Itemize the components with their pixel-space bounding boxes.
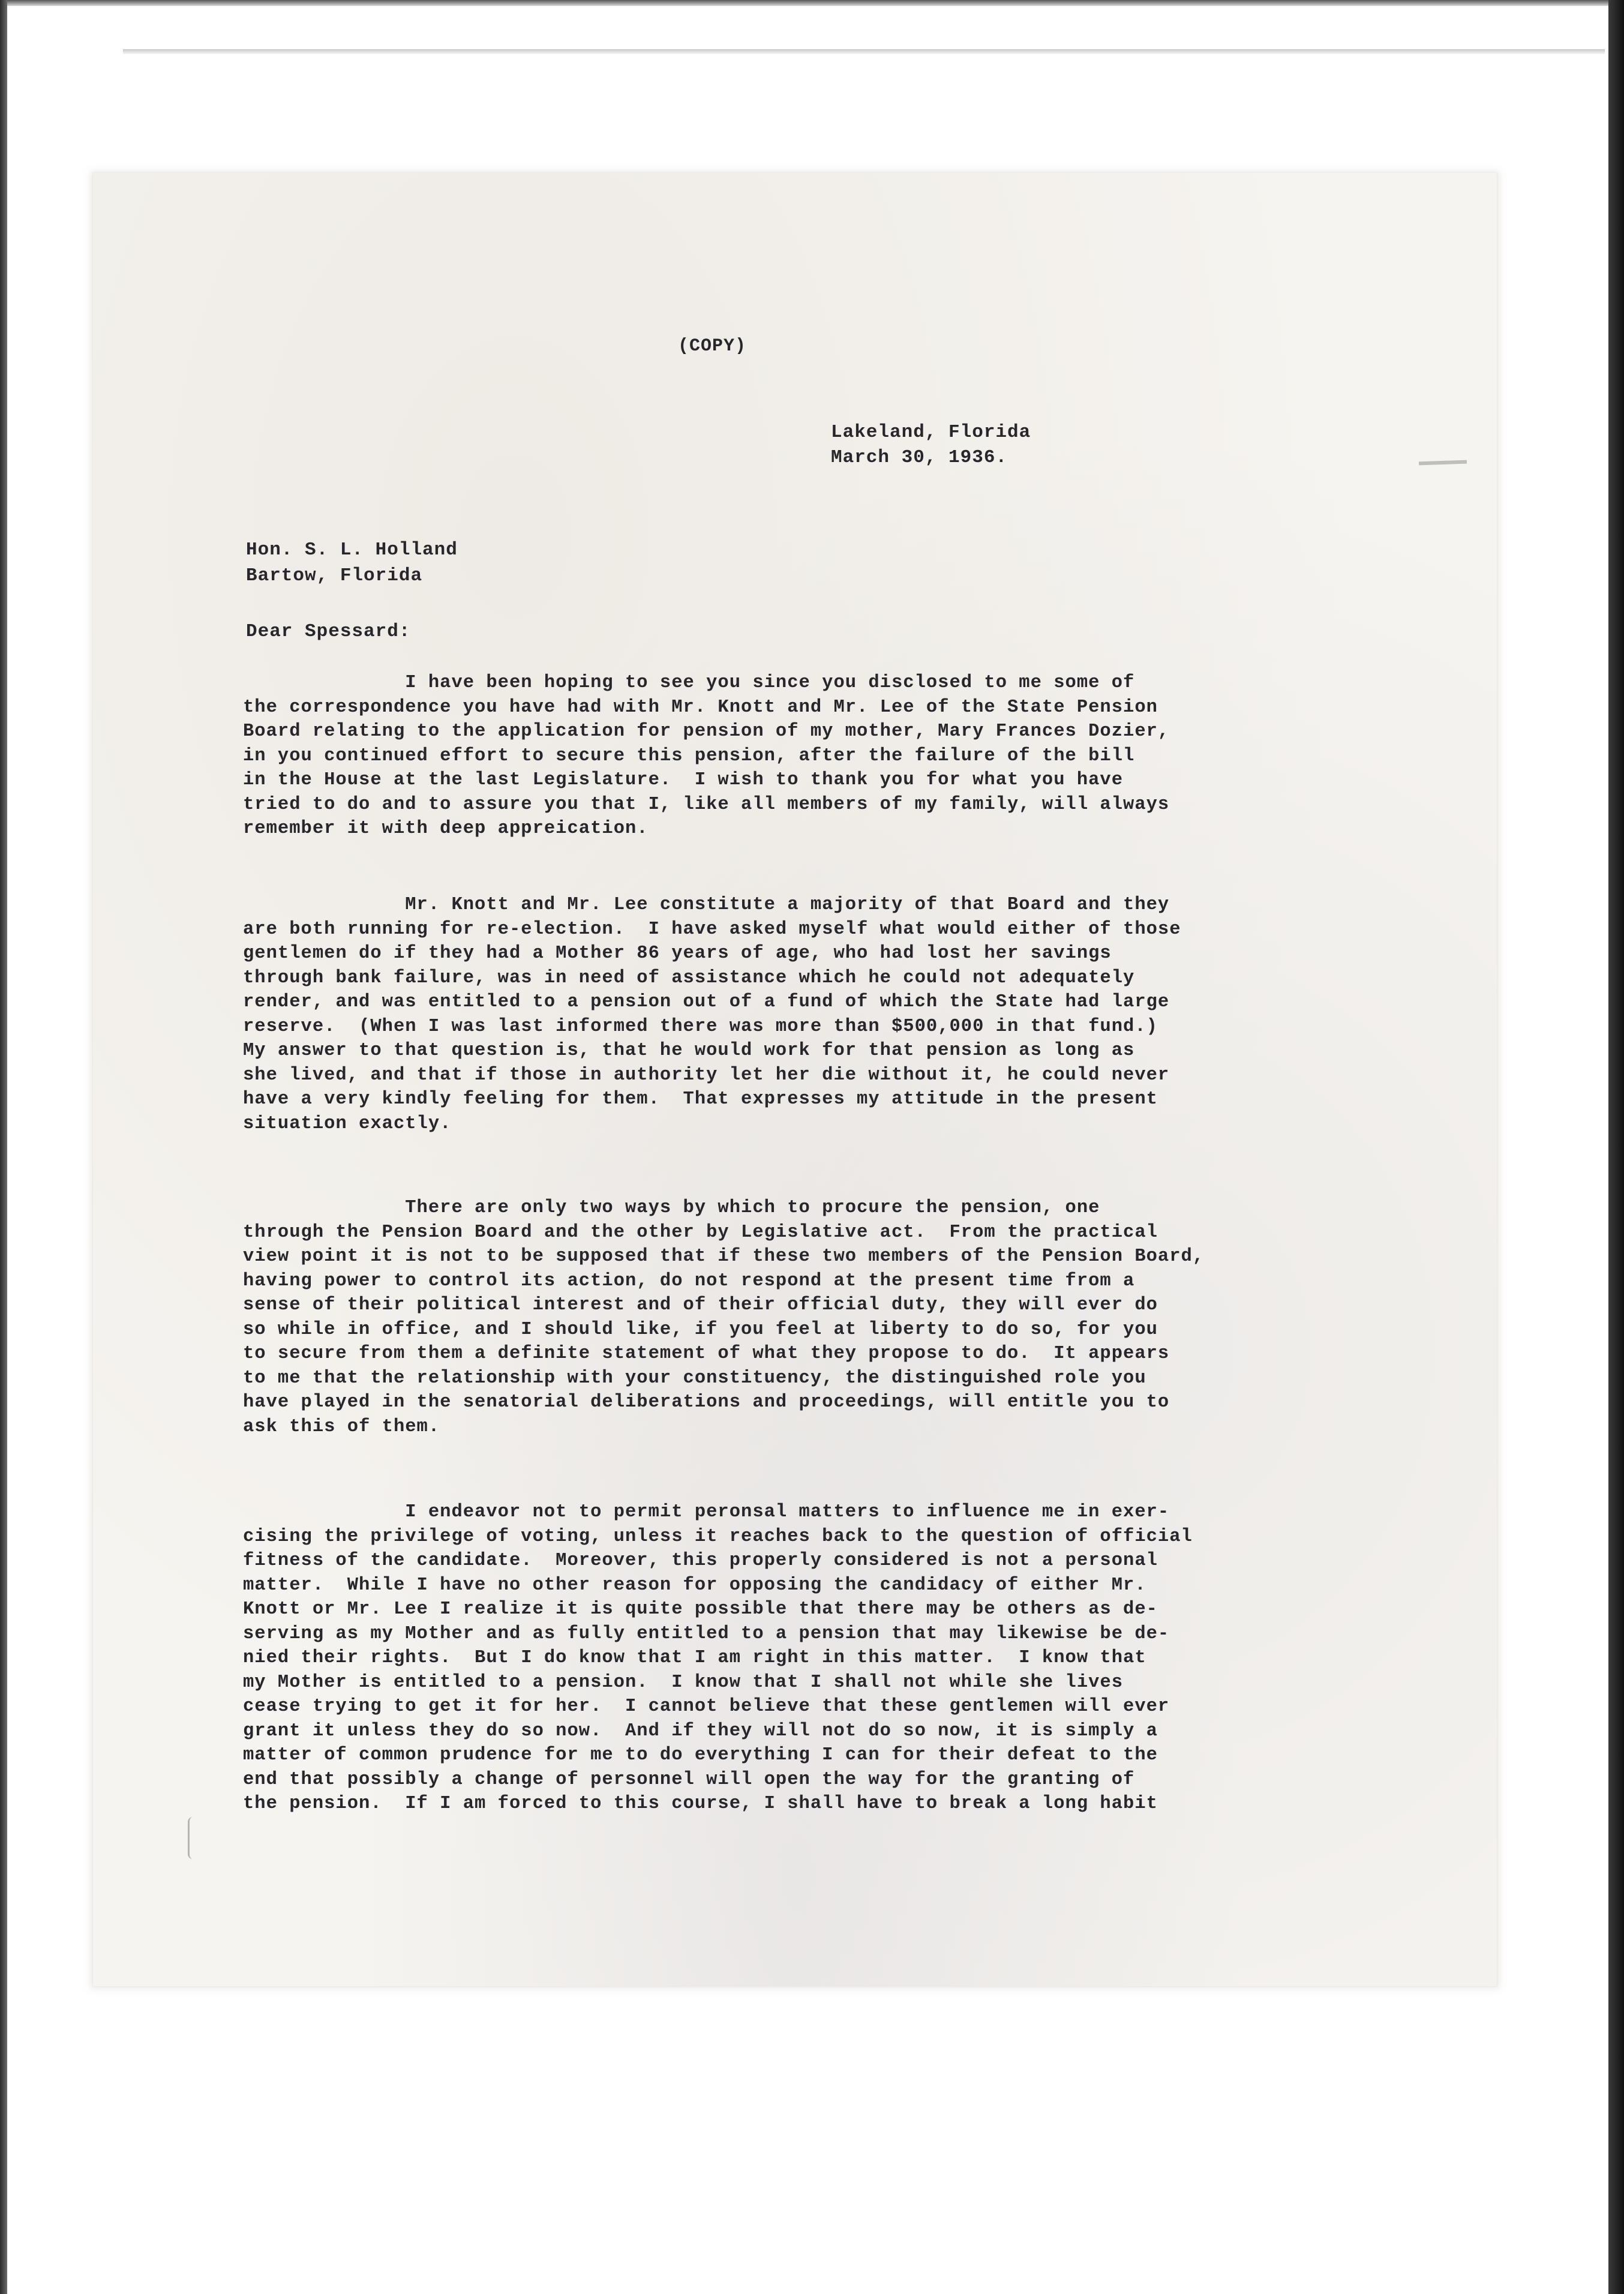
text-line: matter. While I have no other reason for opposing the candidacy of either Mr.	[243, 1575, 1146, 1596]
text-line: ask this of them.	[243, 1416, 440, 1437]
text-line: end that possibly a change of personnel will open the way for the granting of	[243, 1769, 1135, 1790]
scanner-edge-left	[0, 0, 7, 2294]
addressee-name: Hon. S. L. Holland	[246, 539, 458, 560]
place-line: Lakeland, Florida	[831, 422, 1031, 443]
text-line: Mr. Knott and Mr. Lee constitute a majority of that Board and they	[243, 895, 1170, 915]
text-line: tried to do and to assure you that I, like all members of my family, will always	[243, 794, 1170, 815]
text-line: have a very kindly feeling for them. That expresses my attitude in the present	[243, 1089, 1158, 1109]
copy-label: (COPY)	[678, 336, 747, 356]
text-line: reserve. (When I was last informed there was more than $500,000 in that fund.)	[243, 1016, 1158, 1037]
text-line: gentlemen do if they had a Mother 86 years of age, who had lost her savings	[243, 943, 1112, 964]
margin-mark	[188, 1817, 198, 1859]
text-line: so while in office, and I should like, if you feel at liberty to do so, for you	[243, 1319, 1158, 1340]
backing-sheet-edge	[123, 49, 1605, 54]
text-line: Knott or Mr. Lee I realize it is quite possible that there may be others as de-	[243, 1599, 1158, 1620]
text-line: the pension. If I am forced to this course, I shall have to break a long habit	[243, 1794, 1158, 1814]
text-line: the correspondence you have had with Mr. Knott and Mr. Lee of the State Pension	[243, 697, 1158, 718]
pencil-mark	[1419, 460, 1467, 466]
text-line: sense of their political interest and of their official duty, they will ever do	[243, 1295, 1158, 1315]
date-line: March 30, 1936.	[831, 447, 1008, 468]
addressee-block	[246, 537, 458, 589]
text-line: I endeavor not to permit peronsal matters to influence me in exer-	[243, 1502, 1170, 1522]
paragraph-4	[243, 1500, 1413, 1816]
text-line: situation exactly.	[243, 1113, 452, 1134]
text-line: My answer to that question is, that he would work for that pension as long as	[243, 1040, 1135, 1061]
text-line: cease trying to get it for her. I cannot believe that these gentlemen will ever	[243, 1696, 1170, 1717]
text-line: fitness of the candidate. Moreover, this properly considered is not a personal	[243, 1551, 1158, 1571]
text-line: There are only two ways by which to procure the pension, one	[243, 1198, 1100, 1218]
text-line: remember it with deep appreication.	[243, 818, 649, 839]
scanner-edge-top	[0, 0, 1624, 6]
text-line: view point it is not to be supposed that if these two members of the Pension Board,	[243, 1246, 1205, 1267]
text-line: are both running for re-election. I have asked myself what would either of those	[243, 919, 1181, 940]
text-line: have played in the senatorial deliberations and proceedings, will entitle you to	[243, 1392, 1170, 1413]
addressee-location: Bartow, Florida	[246, 565, 423, 586]
text-line: nied their rights. But I do know that I am right in this matter. I know that	[243, 1648, 1146, 1668]
text-line: to secure from them a definite statement of what they propose to do. It appears	[243, 1344, 1170, 1364]
text-line: I have been hoping to see you since you disclosed to me some of	[243, 673, 1135, 693]
paragraph-2	[243, 893, 1413, 1136]
text-line: in the House at the last Legislature. I wish to thank you for what you have	[243, 770, 1124, 790]
text-line: through bank failure, was in need of assistance which he could not adequately	[243, 967, 1135, 988]
text-line: grant it unless they do so now. And if they will not do so now, it is simply a	[243, 1720, 1158, 1741]
paragraph-3	[243, 1196, 1413, 1439]
text-line: serving as my Mother and as fully entitled to a pension that may likewise be de-	[243, 1623, 1170, 1644]
text-line: cising the privilege of voting, unless it reaches back to the question of official	[243, 1526, 1193, 1547]
place-and-date	[831, 420, 1031, 470]
text-line: render, and was entitled to a pension out of a fund of which the State had large	[243, 992, 1170, 1012]
text-line: through the Pension Board and the other by Legislative act. From the practical	[243, 1222, 1158, 1243]
text-line: in you continued effort to secure this pension, after the failure of the bill	[243, 745, 1135, 766]
text-line: having power to control its action, do not respond at the present time from a	[243, 1270, 1135, 1291]
paragraph-1	[243, 671, 1413, 841]
scanner-edge-right	[1608, 0, 1624, 2294]
text-line: to me that the relationship with your constituency, the distinguished role you	[243, 1368, 1146, 1389]
text-line: matter of common prudence for me to do everything I can for their defeat to the	[243, 1745, 1158, 1765]
text-line: my Mother is entitled to a pension. I know that I shall not while she lives	[243, 1672, 1124, 1693]
text-line: Board relating to the application for pension of my mother, Mary Frances Dozier,	[243, 721, 1170, 742]
text-line: she lived, and that if those in authority let her die without it, he could never	[243, 1064, 1170, 1085]
salutation: Dear Spessard:	[246, 621, 411, 642]
